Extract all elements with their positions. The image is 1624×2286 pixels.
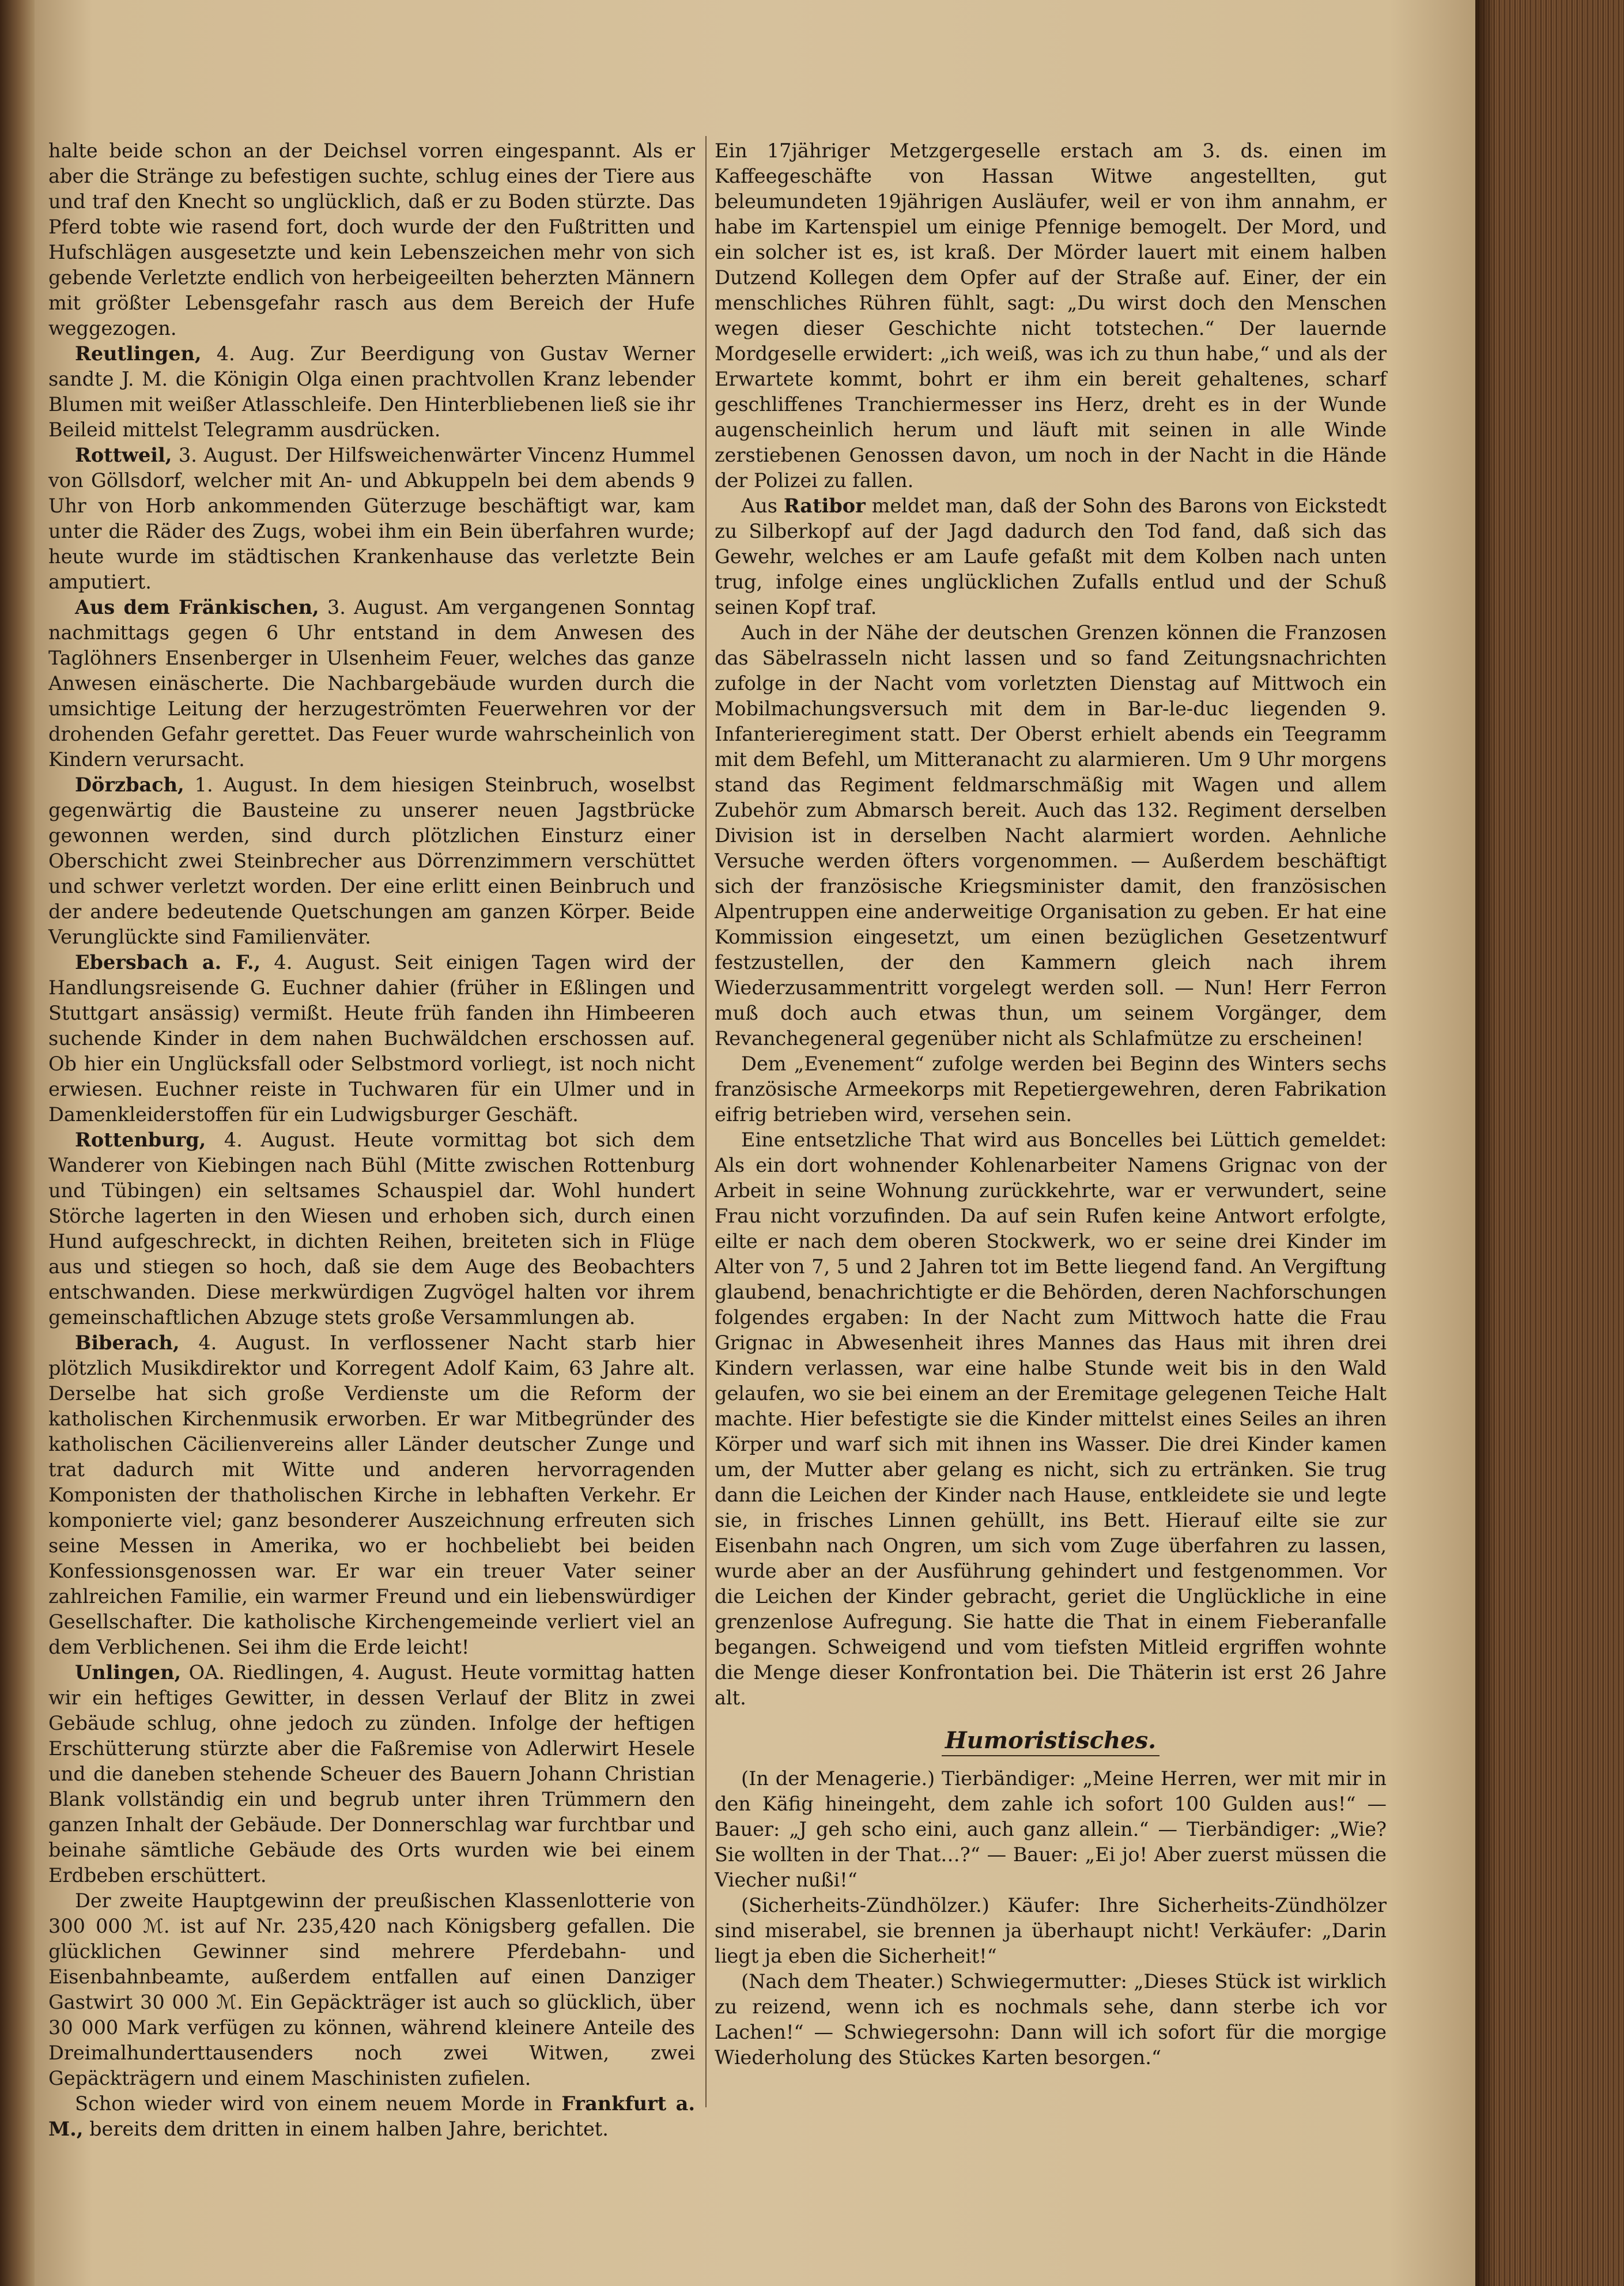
article-text: Schon wieder wird von einem neuem Morde in [75,2092,562,2115]
dateline-unlingen: Unlingen, [75,1661,182,1684]
dateline-rottweil: Rottweil, [75,444,172,466]
book-page-edges [1475,0,1624,2286]
dateline-biberach: Biberach, [75,1331,180,1354]
article-frankfurt [48,2091,695,2142]
article-text: 3. August. Der Hilfsweichenwärter Vincenz Hummel von Göllsdorf, welcher mit An- und Abkuppeln bei dem abends 9 Uhr von Horb ankommenden Güterzuge beschäftigt war, kam unter die Räder des Zugs, wobei ihm ein Bein überfahren wurde; heute wurde im städtischen Krankenhause das verletzte Bein amputiert. [48,444,695,593]
dateline-ratibor: Ratibor [783,495,866,517]
article-boncelles: Eine entsetzliche That wird aus Boncelles bei Lüttich gemeldet: Als ein dort wohnender Kohlenarbeiter Namens Grignac von der Arbeit in seine Wohnung zurückkehrte, war er verwundert, seine Frau nicht vorzufinden. Da auf sein Rufen keine Antwort erfolgte, eilte er nach dem oberen Stockwerk, wo er seine drei Kinder im Alter von 7, 5 und 2 Jahren tot im Bette liegend fand. An Vergiftung glaubend, benachrichtigte er die Behörden, deren Nachforschungen folgendes ergaben: In der Nacht zum Mittwoch hatte die Frau Grignac in Abwesenheit ihres Mannes das Haus mit ihren drei Kindern verlassen, war eine halbe Stunde weit bis in den Wald gelaufen, wo sie bei einem an der Eremitage gelegenen Teiche Halt machte. Hier befestigte sie die Kinder mittelst eines Seiles an ihren Körper und warf sich mit ihnen ins Wasser. Die drei Kinder kamen um, der Mutter aber gelang es nicht, sich zu ertränken. Sie trug dann die Leichen der Kinder nach Hause, entkleidete sie und legte sie, in frisches Linnen gehüllt, ins Bett. Hierauf eilte sie zur Eisenbahn nach Ongren, um sich vom Zuge überfahren zu lassen, wurde aber an der Ausführung gehindert und festgenommen. Vor die Leichen der Kinder gebracht, geriet die Unglückliche in eine grenzenlose Aufregung. Sie hatte die That in einem Fieberanfalle begangen. Schweigend und vom tiefsten Mitleid ergriffen wohnte die Menge dieser Konfrontation bei. Die Thäterin ist erst 26 Jahre alt. [715,1129,1387,1709]
article-doerzbach [48,772,695,950]
article-text: 1. August. In dem hiesigen Steinbruch, woselbst gegenwärtig die Bausteine zu unserer neuen Jagstbrücke gewonnen werden, sind durch plötzlichen Einsturz einer Oberschicht zwei Steinbrecher aus Dörrenzimmern verschüttet und schwer verletzt worden. Der eine erlitt einen Beinbruch und der andere bedeutende Quetschungen am ganzen Körper. Beide Verunglückte sind Familienväter. [48,774,695,948]
article-text: 3. August. Am vergangenen Sonntag nachmittags gegen 6 Uhr entstand in dem Anwesen des Taglöhners Ensenberger in Ulsenheim Feuer, welches das ganze Anwesen einäscherte. Die Nachbargebäude wurden durch die umsichtige Leitung der herzugeströmten Feuerwehren vor der drohenden Gefahr gerettet. Das Feuer wurde wahrscheinlich von Kindern verursacht. [48,596,696,771]
dateline-doerzbach: Dörzbach, [75,774,184,796]
article-text: 4. August. Heute vormittag bot sich dem Wanderer von Kiebingen nach Bühl (Mitte zwischen Rottenburg und Tübingen) ein seltsames Schauspiel dar. Wohl hundert Störche lagerten in den Wiesen und erhoben sich, durch einen Hund aufgeschreckt, in dichten Reihen, breiteten sich in Flüge aus und stiegen so hoch, daß sie dem Auge des Beobachters entschwanden. Diese merkwürdigen Zugvögel halten vor ihrem gemeinschaftlichen Abzuge stets große Versammlungen ab. [48,1129,695,1329]
article-evenement: Dem „Evenement“ zufolge werden bei Beginn des Winters sechs französische Armeekorps mit Repetiergewehren, deren Fabrikation eifrig betrieben wird, versehen sein. [715,1053,1387,1126]
section-heading-humor [715,1723,1387,1758]
joke-matches: (Sicherheits-Zündhölzer.) Käufer: Ihre Sicherheits-Zündhölzer sind miserabel, sie brennen ja überhaupt nicht! Verkäufer: „Darin liegt ja eben die Sicherheit!“ [715,1894,1387,1967]
column-divider [705,136,707,2107]
article-text: 4. August. Seit einigen Tagen wird der Handlungsreisende G. Euchner dahier (früher in Eßlingen und Stuttgart ansässig) vermißt. Heute früh fanden ihn Himbeeren suchende Kinder in dem nahen Buchwäldchen erschossen auf. Ob hier ein Unglücksfall oder Selbstmord vorliegt, ist noch nicht erwiesen. Euchner reiste in Tuchwaren für ein Ulmer und in Damenkleiderstoffen für ein Ludwigsburger Geschäft. [48,951,695,1126]
joke-menagerie: (In der Menagerie.) Tierbändiger: „Meine Herren, wer mit mir in den Käfig hineingeht, dem zahle ich sofort 100 Gulden aus!“ — Bauer: „J geh scho eini, auch ganz allein.“ — Tierbändiger: „Wie? Sie wollten in der That…?“ — Bauer: „Ei jo! Aber zuerst müssen die Viecher nußi!“ [715,1767,1387,1891]
article-text: meldet man, daß der Sohn des Barons von Eickstedt zu Silberkopf auf der Jagd dadurch den Tod fand, daß sich das Gewehr, welches er am Laufe gefaßt mit dem Kolben nach unten trug, infolge eines unglücklichen Zufalls entlud und der Schuß seinen Kopf traf. [715,495,1387,618]
article-ratibor [715,493,1387,620]
section-heading-text: Humoristisches. [942,1727,1160,1756]
article-rottenburg [48,1127,695,1330]
article-text: 4. August. In verflossener Nacht starb hier plötzlich Musikdirektor und Korregent Adolf Kaim, 63 Jahre alt. Derselbe hat sich große Verdienste um die Reform der katholischen Kirchenmusik erworben. Er war Mitbegründer des katholischen Cäcilienvereins aller Länder deutscher Zunge und trat dadurch mit Witte und anderen hervorragenden Komponisten der thatholischen Kirche in lebhaften Verkehr. Er komponierte viel; ganz besonderer Auszeichnung erfreuten sich seine Messen in Amerika, wo er hochbeliebt bei beiden Konfessionsgenossen war. Er war ein treuer Vater seiner zahlreichen Familie, ein warmer Freund und ein liebenswürdiger Gesellschafter. Die katholische Kirchengemeinde verliert viel an dem Verblichenen. Sei ihm die Erde leicht! [48,1331,695,1658]
article-france-mobilization: Auch in der Nähe der deutschen Grenzen können die Franzosen das Säbelrasseln nicht lassen und so fand Zeitungsnachrichten zufolge in der Nacht vom vorletzten Dienstag auf Mittwoch ein Mobilmachungsversuch mit dem in Bar-le-duc liegenden 9. Infanterieregiment statt. Der Oberst erhielt abends ein Teegramm mit dem Befehl, um Mitteranacht zu alarmieren. Um 9 Uhr morgens stand das Regiment feldmarschmäßig mit Wagen und allem Zubehör zum Abmarsch bereit. Auch das 132. Regiment derselben Division ist in derselben Nacht alarmiert worden. Aehnliche Versuche werden öfters vorgenommen. — Außerdem beschäftigt sich der französische Kriegsminister damit, den französischen Alpentruppen eine anderweitige Organisation zu geben. Er hat eine Kommission eingesetzt, um einen bezüglichen Gesetzentwurf festzustellen, der den Kammern gleich nach ihrem Wiederzusammentritt vorgelegt werden soll. — Nun! Herr Ferron muß doch auch etwas thun, um seinem Vorgänger, dem Revanchegeneral gegenüber nicht als Schlafmütze zu erscheinen! [715,621,1387,1050]
article-text: bereits dem dritten in einem halben Jahre, berichtet. [83,2118,609,2140]
book-gutter [0,0,35,2286]
article-biberach [48,1330,695,1660]
article-fraenkischen [48,595,695,772]
article-unlingen [48,1660,695,1888]
article-reutlingen [48,341,695,443]
article-text: 4. Aug. Zur Beerdigung von Gustav Werner sandte J. M. die Königin Olga einen prachtvollen Kranz lebender Blumen mit weißer Atlasschleife. Den Hinterbliebenen ließ sie ihr Beileid mittelst Telegramm ausdrücken. [48,342,695,441]
article-horse-accident: halte beide schon an der Deichsel vorren eingespannt. Als er aber die Stränge zu befestigen suchte, schlug eines der Tiere aus und traf den Knecht so unglücklich, daß er zu Boden stürzte. Das Pferd tobte wie rasend fort, doch wurde der den Fußtritten und Hufschlägen ausgesetzte und kein Lebenszeichen mehr von sich gebende Verletzte endlich von herbeigeeilten beherzten Männern mit größter Lebensgefahr rasch aus dem Bereich der Hufe weggezogen. [48,139,695,339]
article-text: OA. Riedlingen, 4. August. Heute vormittag hatten wir ein heftiges Gewitter, in dessen Verlauf der Blitz in zwei Gebäude schlug, ohne jedoch zu zünden. Infolge der heftigen Erschütterung stürzte aber die Faßremise von Adlerwirt Hesele und die daneben stehende Scheuer des Bauern Johann Christian Blank vollständig ein und begrub unter ihren Trümmern den ganzen Inhalt der Gebäude. Der Donnerschlag war furchtbar und beinahe sämtliche Gebäude des Orts wurden wie bei einem Erdbeben erschüttert. [48,1661,695,1887]
dateline-fraenkischen: Aus dem Fränkischen, [75,596,319,618]
dateline-rottenburg: Rottenburg, [75,1129,206,1151]
article-text: Aus [741,495,784,517]
right-column [715,138,1387,2070]
dateline-reutlingen: Reutlingen, [75,342,202,365]
joke-theater: (Nach dem Theater.) Schwiegermutter: „Dieses Stück ist wirklich zu reizend, wenn ich es nochmals sehe, dann sterbe ich vor Lachen!“ — Schwiegersohn: Dann will ich sofort für die morgige Wiederholung des Stückes Karten besorgen.“ [715,1970,1387,2069]
dateline-frankfurt: Frankfurt a. M., [48,2092,695,2140]
article-murder: Ein 17jähriger Metzgergeselle erstach am 3. ds. einen im Kaffeegeschäfte von Hassan Witwe angestellten, gut beleumundeten 19jährigen Ausläufer, weil er von ihm annahm, er habe im Kartenspiel um einige Pfennige bemogelt. Der Mord, und ein solcher ist es, ist kraß. Der Mörder lauert mit einem halben Dutzend Kollegen dem Opfer auf der Straße auf. Einer, der ein menschliches Rühren fühlt, sagt: „Du wirst doch den Menschen wegen dieser Geschichte nicht totstechen.“ Der lauernde Mordgeselle erwidert: „ich weiß, was ich zu thun habe,“ und als der Erwartete kommt, bohrt er ihm ein bereit gehaltenes, scharf geschliffenes Tranchiermesser ins Herz, dreht es in der Wunde augenscheinlich herum und läuft mit seinen in alle Winde zerstiebenen Genossen davon, um noch in der Nacht in die Hände der Polizei zu fallen. [715,139,1387,492]
newspaper-page [35,0,1475,2286]
article-ebersbach [48,950,695,1127]
article-lottery: Der zweite Hauptgewinn der preußischen Klassenlotterie von 300 000 ℳ. ist auf Nr. 235,420 nach Königsberg gefallen. Die glücklichen Gewinner sind mehrere Pferdebahn- und Eisenbahnbeamte, außerdem entfallen auf einen Danziger Gastwirt 30 000 ℳ. Ein Gepäckträger ist auch so glücklich, über 30 000 Mark verfügen zu können, während kleinere Anteile des Dreimalhunderttausenders noch zwei Witwen, zwei Gepäckträgern und einem Maschinisten zufielen. [48,1889,695,2089]
dateline-ebersbach: Ebersbach a. F., [75,951,261,974]
article-rottweil [48,443,695,595]
left-column [48,138,695,2142]
